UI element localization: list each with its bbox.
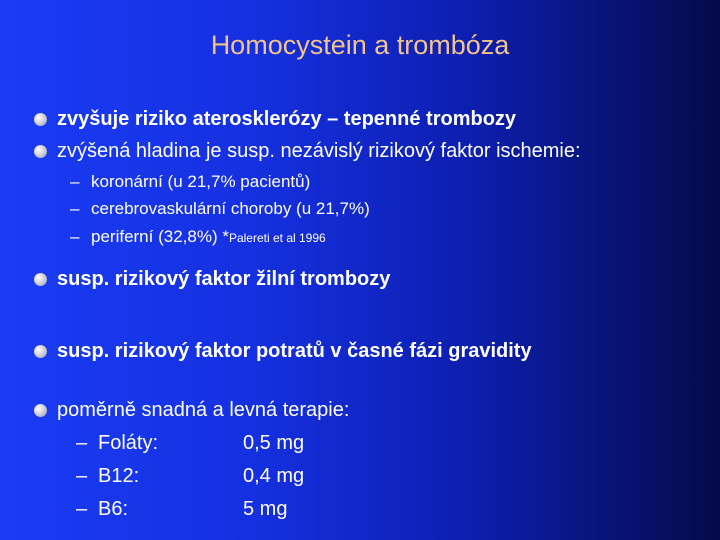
therapy-dose: 0,4 mg [243, 465, 305, 487]
sub-bullet-text: cerebrovaskulární choroby (u 21,7%) [91, 199, 370, 218]
bullet-text: poměrně snadná a levná terapie: [57, 399, 350, 421]
therapy-dash: – [76, 465, 88, 487]
therapy-name: B6: [98, 498, 129, 520]
citation-note: Palereti et al 1996 [228, 231, 326, 245]
therapy-dash: – [76, 498, 88, 520]
sub-bullet-text: periferní (32,8%) * [91, 227, 229, 246]
bullet-icon [34, 145, 47, 158]
sub-bullet-dash: – [70, 227, 80, 246]
bullet-icon [34, 345, 47, 358]
bullet-text: zvýšená hladina je susp. nezávislý rizikový faktor ischemie: [57, 140, 581, 162]
therapy-name: B12: [98, 465, 140, 487]
bullet-icon [34, 113, 47, 126]
bullet-icon [34, 404, 47, 417]
bullet-icon [34, 273, 47, 286]
bullet-text: susp. rizikový faktor potratů v časné fázi gravidity [57, 340, 532, 362]
sub-bullet-dash: – [70, 172, 80, 191]
therapy-name: Foláty: [98, 432, 159, 454]
sub-bullet-text-line [91, 227, 326, 247]
therapy-dose: 0,5 mg [243, 432, 305, 454]
sub-bullet-text: koronární (u 21,7% pacientů) [91, 172, 311, 191]
bullet-text: susp. rizikový faktor žilní trombozy [57, 268, 391, 290]
therapy-dose: 5 mg [243, 498, 288, 520]
slide-title: Homocystein a trombóza [210, 30, 510, 60]
bullet-text: zvyšuje riziko aterosklerózy – tepenné trombozy [57, 108, 517, 130]
therapy-dash: – [76, 432, 88, 454]
sub-bullet-dash: – [70, 199, 80, 218]
